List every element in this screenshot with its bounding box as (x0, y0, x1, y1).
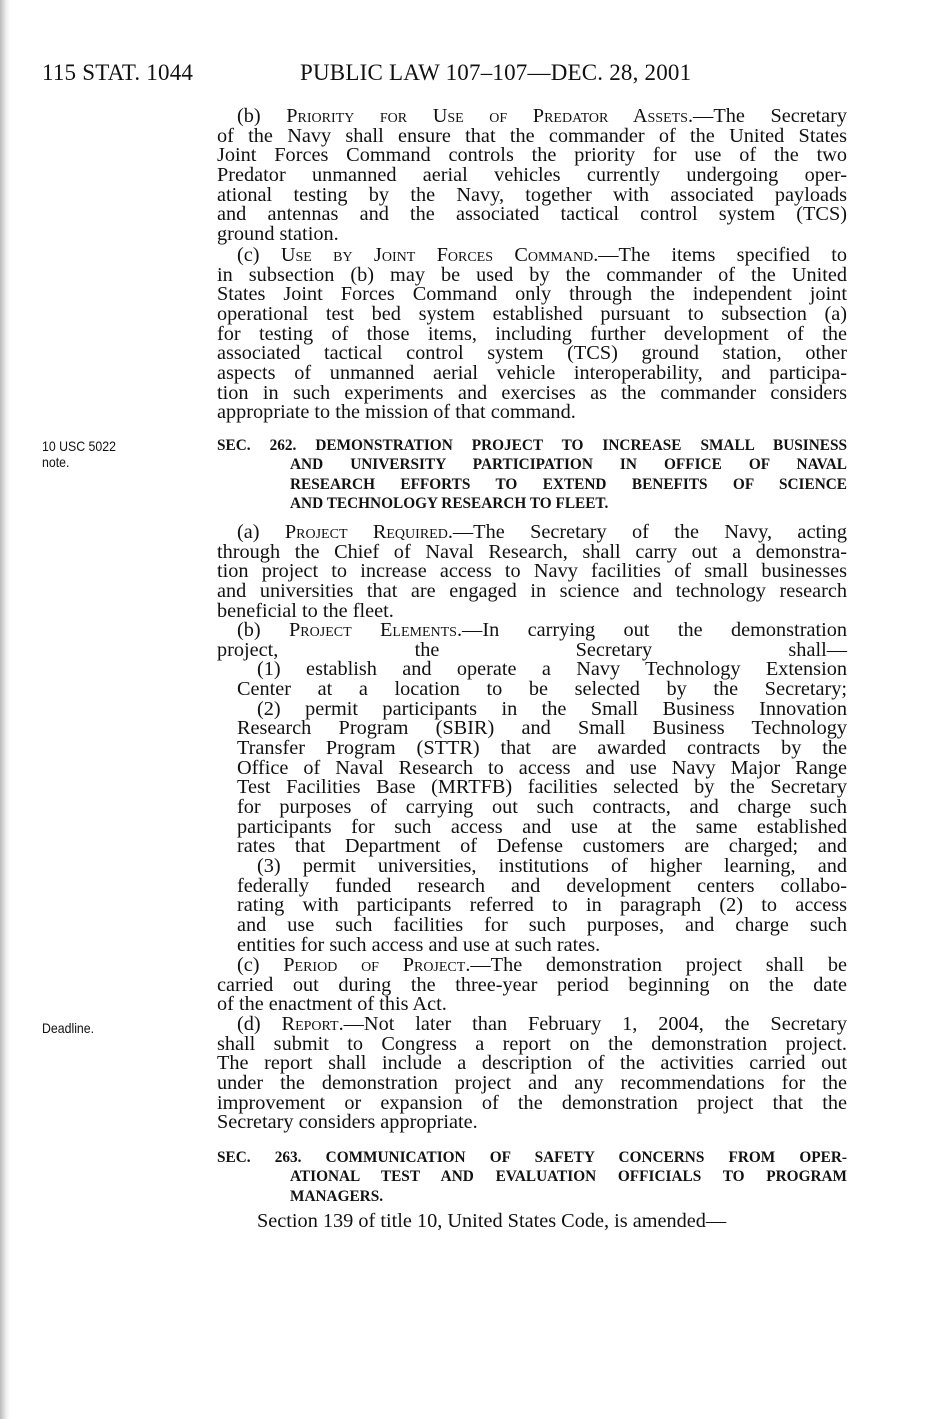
subsection-heading: Report (281, 1013, 339, 1035)
section-heading-line: AND UNIVERSITY PARTICIPATION IN OFFICE OF NAVAL (290, 456, 847, 474)
text-line: Research Program (SBIR) and Small Business Technology (237, 717, 847, 740)
text-line: under the demonstration project and any recommendations for the (217, 1071, 847, 1094)
text-line: carried out during the three-year period beginning on the date (217, 973, 847, 996)
text-line: (2) permit participants in the Small Business Innovation (257, 697, 847, 720)
text-line (217, 956, 847, 976)
text-line: federally funded research and development centers collabo- (237, 874, 847, 897)
text-run: .—The demonstration project shall be (465, 954, 847, 976)
page-edge (0, 0, 10, 1419)
subsection-label: (b) (237, 619, 290, 641)
text-line: (1) establish and operate a Navy Technology Extension (257, 658, 847, 681)
text-line: Test Facilities Base (MRTFB) facilities selected by the Secretary (237, 776, 847, 799)
text-run: .—The Secretary (687, 105, 848, 127)
subsection-label: (c) (237, 244, 281, 266)
text-line (217, 621, 847, 641)
text-line: ational testing by the Navy, together with associated payloads (217, 183, 847, 206)
text-line: Joint Forces Command controls the priority for use of the two (217, 144, 847, 167)
text-line: for testing of those items, including further development of the (217, 322, 847, 345)
section-heading (217, 436, 847, 513)
text-line: and antennas and the associated tactical control system (TCS) (217, 203, 847, 226)
paragraph (217, 1015, 847, 1133)
text-run: .—The items specified to (593, 244, 847, 266)
text-run: .—In carrying out the demonstration (456, 619, 847, 641)
section-heading-line: ATIONAL TEST AND EVALUATION OFFICIALS TO PROGRAM (290, 1168, 847, 1186)
text-line: beneficial to the fleet. (217, 599, 394, 622)
margin-note-deadline: Deadline. (42, 1020, 95, 1036)
subsection-label: (d) (237, 1013, 282, 1035)
text-line (217, 1015, 847, 1035)
paragraph (217, 246, 847, 423)
text-line: participants for such access and use at the same established (237, 815, 847, 838)
text-line: shall submit to Congress a report on the demonstration project. (217, 1032, 847, 1055)
section-heading-line: AND TECHNOLOGY RESEARCH TO FLEET. (290, 494, 609, 512)
text-line: and universities that are engaged in science and technology research (217, 579, 847, 602)
text-line: of the Navy shall ensure that the commander of the United States (217, 124, 847, 147)
section-heading (217, 1148, 847, 1206)
text-line: in subsection (b) may be used by the commander of the United (217, 263, 847, 286)
text-line (217, 107, 847, 127)
text-line: of the enactment of this Act. (217, 993, 447, 1016)
stat-page-number: 115 STAT. 1044 (42, 60, 194, 85)
subsection-label: (c) (237, 954, 284, 976)
text-line (217, 523, 847, 543)
text-line (217, 246, 847, 266)
text-line: rating with participants referred to in paragraph (2) to access (237, 894, 847, 917)
text-line: associated tactical control system (TCS) ground station, other (217, 342, 847, 365)
text-line: (3) permit universities, institutions of higher learning, and (257, 854, 847, 877)
text-line: appropriate to the mission of that command. (217, 401, 576, 424)
section-heading-line: RESEARCH EFFORTS TO EXTEND BENEFITS OF SCIENCE (290, 475, 847, 493)
text-line: Section 139 of title 10, United States Code, is amended— (257, 1210, 727, 1232)
text-line: Office of Naval Research to access and use Navy Major Range (237, 756, 847, 779)
text-line: and use such facilities for such purposes, and charge such (237, 913, 847, 936)
margin-note-note: note. (42, 454, 70, 470)
subsection-heading: Use by Joint Forces Command (280, 244, 594, 266)
subsection-heading: Period of Project (283, 954, 466, 976)
subsection-heading: Priority for Use of Predator Assets (286, 105, 688, 127)
paragraph (217, 523, 847, 621)
paragraph (217, 1212, 847, 1232)
text-line: tion project to increase access to Navy facilities of small businesses (217, 560, 847, 583)
text-line: Secretary considers appropriate. (217, 1111, 478, 1134)
text-line: project, the Secretary shall— (217, 638, 847, 661)
subsection-heading: Project Elements (289, 619, 457, 641)
margin-note-usc (42, 438, 116, 470)
text-line: entities for such access and use at such rates. (237, 933, 601, 956)
text-line: States Joint Forces Command only through the independent joint (217, 283, 847, 306)
running-header: PUBLIC LAW 107–107—DEC. 28, 2001 (300, 60, 692, 85)
text-line: ground station. (217, 222, 339, 245)
paragraph (217, 956, 847, 1015)
subsection-label: (a) (237, 521, 285, 543)
section-heading-line: SEC. 263. COMMUNICATION OF SAFETY CONCERNS FROM OPER- (217, 1149, 847, 1166)
text-line: tion in such experiments and exercises as the commander considers (217, 381, 847, 404)
paragraph (217, 107, 847, 245)
paragraph (217, 621, 847, 955)
text-line: rates that Department of Defense customers are charged; and (237, 835, 847, 858)
margin-note-usc-ref: 10 USC 5022 (42, 438, 116, 454)
text-line: Center at a location to be selected by the Secretary; (237, 677, 847, 700)
text-line: Predator unmanned aerial vehicles currently undergoing oper- (217, 163, 847, 186)
text-line: improvement or expansion of the demonstration project that the (217, 1091, 847, 1114)
text-line: operational test bed system established pursuant to subsection (a) (217, 302, 847, 325)
text-line: aspects of unmanned aerial vehicle interoperability, and participa- (217, 361, 847, 384)
text-line: The report shall include a description of the activities carried out (217, 1052, 847, 1075)
text-line: Transfer Program (STTR) that are awarded contracts by the (237, 736, 847, 759)
text-line: for purposes of carrying out such contracts, and charge such (237, 795, 847, 818)
subsection-heading: Project Required (284, 521, 448, 543)
text-run: .—Not later than February 1, 2004, the Secretary (338, 1013, 847, 1035)
section-heading-line: MANAGERS. (290, 1187, 384, 1205)
section-heading-line: SEC. 262. DEMONSTRATION PROJECT TO INCREASE SMALL BUSINESS (217, 437, 847, 454)
text-line: through the Chief of Naval Research, shall carry out a demonstra- (217, 540, 847, 563)
subsection-label: (b) (237, 105, 287, 127)
text-run: .—The Secretary of the Navy, acting (447, 521, 847, 543)
